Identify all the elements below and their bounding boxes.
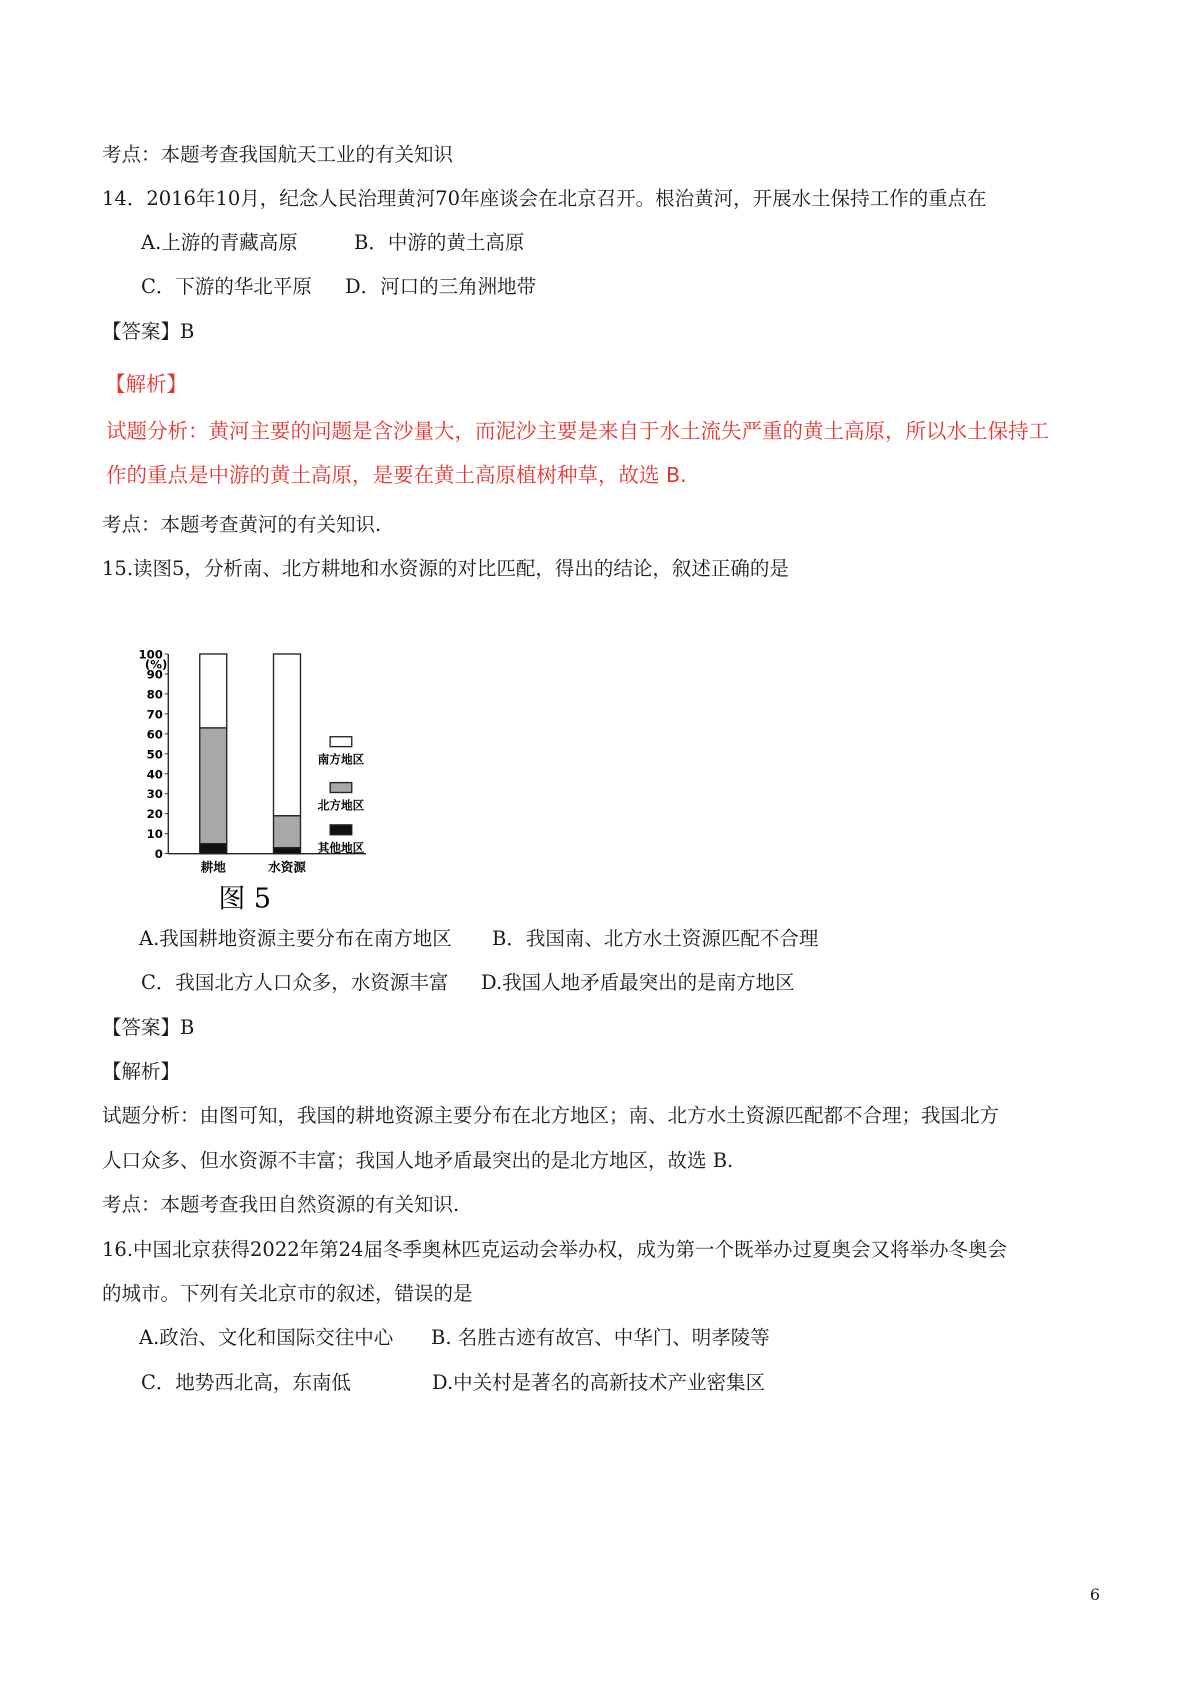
y-tick-label: 50 <box>146 747 163 762</box>
bar-segment <box>200 844 227 854</box>
q14-option-d: D．河口的三角洲地带 <box>345 275 537 298</box>
question-16-line1: 16.中国北京获得2022年第24届冬季奥林匹克运动会举办权，成为第一个既举办过夏奥会又将举办冬奥会 <box>102 1238 1007 1261</box>
chart-title: 图 5 <box>218 883 272 913</box>
q14-option-c: C．下游的华北平原 <box>141 275 312 298</box>
legend-label: 南方地区 <box>317 752 365 767</box>
analysis-14-line2: 作的重点是中游的黄土高原，是要在黄土高原植树种草，故选 B. <box>106 463 687 487</box>
y-tick-label: 90 <box>146 667 163 682</box>
question-14: 14．2016年10月，纪念人民治理黄河70年座谈会在北京召开。根治黄河，开展水土保持工作的重点在 <box>102 187 987 210</box>
answer-15: 【答案】B <box>102 1016 195 1039</box>
q15-option-c: C．我国北方人口众多，水资源丰富 <box>141 971 449 994</box>
q16-option-b: B. 名胜古迹有故宫、中华门、明孝陵等 <box>431 1326 770 1349</box>
page-number: 6 <box>1089 1585 1100 1604</box>
y-tick-label: 40 <box>146 767 163 782</box>
figure-5-chart <box>128 645 428 913</box>
x-tick-label: 耕地 <box>200 859 226 875</box>
q14-option-a: A.上游的青藏高原 <box>141 231 298 254</box>
y-tick-label: 100 <box>138 647 163 662</box>
legend-swatch <box>330 783 352 793</box>
answer-14: 【答案】B <box>102 320 195 343</box>
analysis-15-line2: 人口众多、但水资源不丰富；我国人地矛盾最突出的是北方地区，故选 B. <box>102 1149 734 1172</box>
analysis-14-line1: 试题分析：黄河主要的问题是含沙量大，而泥沙主要是来自于水土流失严重的黄土高原，所以水土保持工 <box>106 419 1049 443</box>
x-tick-label: 水资源 <box>268 859 306 875</box>
y-tick-label: 60 <box>146 727 163 742</box>
analysis-heading-15: 【解析】 <box>102 1060 181 1083</box>
bar-segment <box>200 654 227 728</box>
legend-label: 北方地区 <box>317 798 365 813</box>
bar-segment <box>200 728 227 844</box>
q16-option-d: D.中关村是著名的高新技术产业密集区 <box>432 1371 766 1394</box>
bar-segment <box>274 654 301 816</box>
q15-option-b: B．我国南、北方水土资源匹配不合理 <box>492 927 819 950</box>
y-tick-label: 0 <box>154 847 163 862</box>
analysis-15-line1: 试题分析：由图可知，我国的耕地资源主要分布在北方地区；南、北方水土资源匹配都不合理；我国北方 <box>102 1104 1000 1127</box>
legend-swatch <box>330 825 352 835</box>
bar-segment <box>274 816 301 848</box>
q16-option-a: A.政治、文化和国际交往中心 <box>139 1326 394 1349</box>
kaodian-15: 考点：本题考查我田自然资源的有关知识. <box>102 1193 460 1216</box>
q14-option-b: B．中游的黄土高原 <box>354 231 525 254</box>
question-16-line2: 的城市。下列有关北京市的叙述，错误的是 <box>102 1282 473 1305</box>
y-tick-label: 70 <box>146 707 163 722</box>
analysis-heading-14: 【解析】 <box>105 372 187 396</box>
q15-option-a: A.我国耕地资源主要分布在南方地区 <box>139 927 452 950</box>
bar-segment <box>274 848 301 854</box>
legend-swatch <box>330 737 352 747</box>
y-tick-label: 10 <box>146 827 163 842</box>
kaodian-13: 考点：本题考查我国航天工业的有关知识 <box>102 143 454 166</box>
y-axis-label: (%) <box>144 657 168 672</box>
q15-option-d: D.我国人地矛盾最突出的是南方地区 <box>481 971 795 994</box>
y-tick-label: 30 <box>146 787 163 802</box>
question-15: 15.读图5，分析南、北方耕地和水资源的对比匹配，得出的结论，叙述正确的是 <box>102 557 789 580</box>
q16-option-c: C．地势西北高，东南低 <box>141 1371 351 1394</box>
y-tick-label: 80 <box>146 687 163 702</box>
y-tick-label: 20 <box>146 807 163 822</box>
kaodian-14: 考点：本题考查黄河的有关知识. <box>102 513 382 536</box>
legend-label: 其他地区 <box>317 840 365 855</box>
